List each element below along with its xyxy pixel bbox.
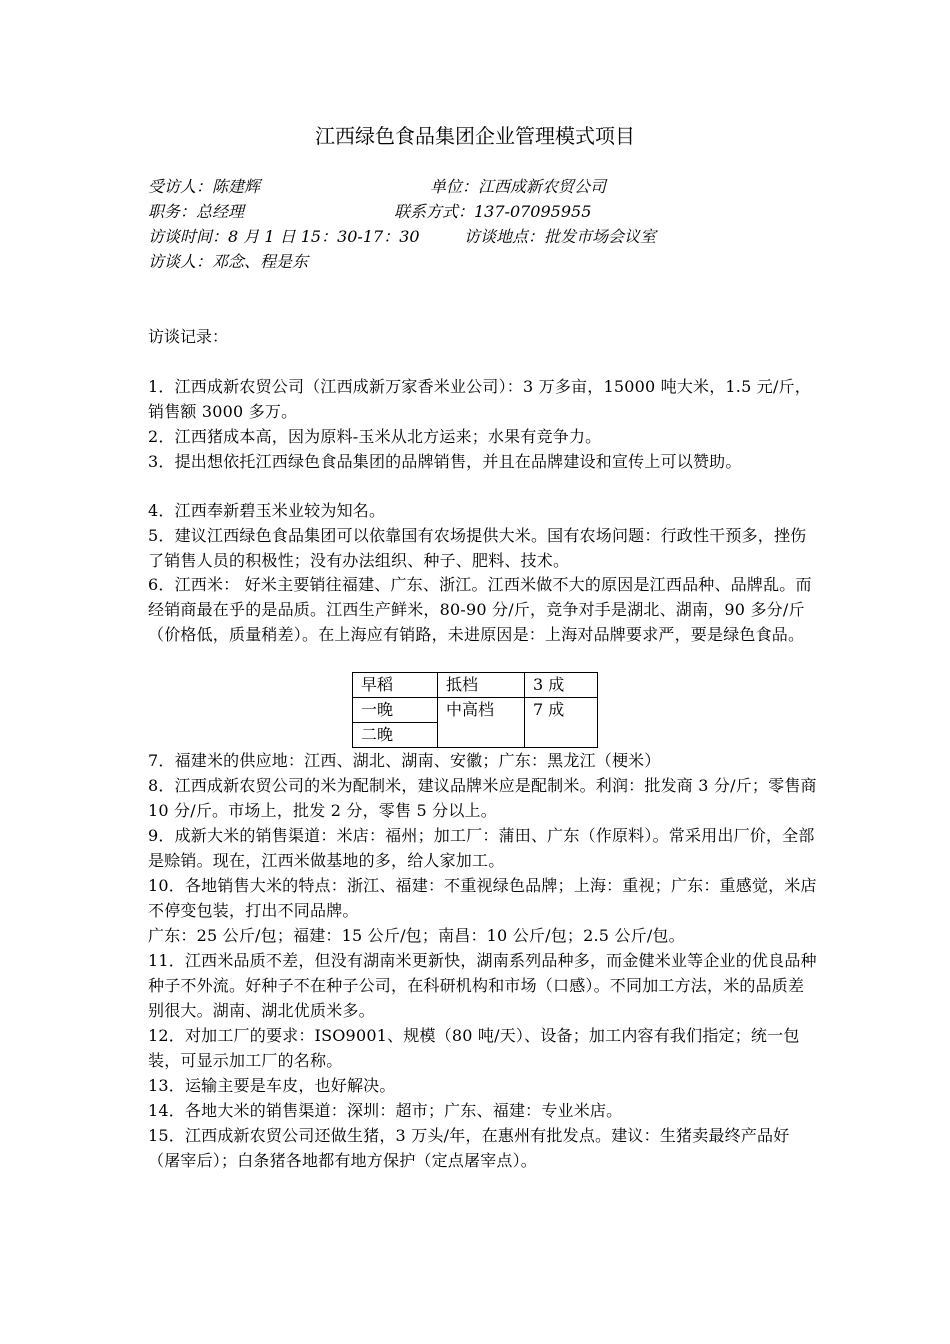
table-cell: 7 成 bbox=[525, 698, 598, 748]
unit: 单位：江西成新农贸公司 bbox=[430, 177, 607, 196]
table-cell: 3 成 bbox=[525, 673, 598, 698]
record-item-5: 5．建议江西绿色食品集团可以依靠国有农场提供大米。国有农场问题：行政性干预多，挫伤了销售人员的积极性；没有办法组织、种子、肥料、技术。 bbox=[148, 526, 807, 570]
contact: 联系方式：137-07095955 bbox=[394, 202, 592, 221]
interviewee: 受访人：陈建辉 bbox=[148, 177, 261, 196]
record-item-9: 9．成新大米的销售渠道：米店：福州；加工厂：蒲田、广东（作原料）。常采用出厂价，全部是赊销。现在，江西米做基地的多，给人家加工。 bbox=[148, 826, 815, 870]
record-item-11: 11．江西米品质不差，但没有湖南米更新快，湖南系列品种多，而金健米业等企业的优良品种种子不外流。好种子不在种子公司，在科研机构和市场（口感）。不同加工方法，米的品质差别很大。湖南、湖北优质米多。 bbox=[148, 951, 817, 1020]
table-cell: 早稻 bbox=[353, 673, 438, 698]
table-cell: 二晚 bbox=[353, 723, 438, 748]
record-item-7: 7．福建米的供应地：江西、湖北、湖南、安徽；广东：黑龙江（梗米） bbox=[148, 751, 661, 770]
records-label: 访谈记录： bbox=[148, 327, 229, 346]
interviewers: 访谈人：邓念、程是东 bbox=[148, 252, 309, 271]
record-item-8: 8．江西成新农贸公司的米为配制米，建议品牌米应是配制米。利润：批发商 3 分/斤；零售商 10 分/斤。市场上，批发 2 分，零售 5 分以上。 bbox=[148, 776, 817, 820]
table-row bbox=[353, 673, 598, 698]
record-item-10: 10．各地销售大米的特点：浙江、福建：不重视绿色品牌；上海：重视；广东：重感觉，米店不停变包装，打出不同品牌。 bbox=[148, 876, 817, 920]
table-cell: 中高档 bbox=[438, 698, 525, 748]
interview-location: 访谈地点：批发市场会议室 bbox=[464, 227, 657, 246]
table-row bbox=[353, 698, 598, 723]
position: 职务：总经理 bbox=[148, 202, 245, 221]
record-item-15: 15．江西成新农贸公司还做生猪，3 万头/年，在惠州有批发点。建议：生猪卖最终产品好（屠宰后）；白条猪各地都有地方保护（定点屠宰点）。 bbox=[148, 1126, 790, 1170]
record-item-14: 14．各地大米的销售渠道：深圳：超市；广东、福建：专业米店。 bbox=[148, 1101, 623, 1120]
document-title: 江西绿色食品集团企业管理模式项目 bbox=[315, 124, 635, 148]
table-cell: 抵档 bbox=[438, 673, 525, 698]
interview-time: 访谈时间：8 月 1 日 15：30-17：30 bbox=[148, 227, 420, 246]
record-item-3: 3．提出想依托江西绿色食品集团的品牌销售，并且在品牌建设和宣传上可以赞助。 bbox=[148, 452, 742, 471]
rice-grade-table bbox=[352, 672, 598, 748]
record-item-12: 12．对加工厂的要求：ISO9001、规模（80 吨/天）、设备；加工内容有我们指定；统一包装，可显示加工厂的名称。 bbox=[148, 1026, 800, 1070]
record-item-13: 13．运输主要是车皮，也好解决。 bbox=[148, 1076, 396, 1095]
table-cell: 一晚 bbox=[353, 698, 438, 723]
record-item-6: 6．江西米： 好米主要销往福建、广东、浙江。江西米做不大的原因是江西品种、品牌乱。而经销商最在乎的是品质。江西生产鲜米，80-90 分/斤，竞争对手是湖北、湖南，90 多分/斤（价格低，质量稍差）。在上海应有销路，未进原因是：上海对品牌要求严，要是绿色食品。 bbox=[148, 575, 812, 644]
record-item-2: 2．江西猪成本高，因为原料-玉米从北方运来；水果有竞争力。 bbox=[148, 427, 602, 446]
record-item-10-packaging: 广东：25 公斤/包；福建：15 公斤/包；南昌：10 公斤/包；2.5 公斤/包。 bbox=[148, 926, 685, 945]
record-item-4: 4．江西奉新碧玉米业较为知名。 bbox=[148, 501, 386, 520]
record-item-1: 1．江西成新农贸公司（江西成新万家香米业公司）：3 万多亩，15000 吨大米，1.5 元/斤，销售额 3000 多万。 bbox=[148, 377, 811, 421]
